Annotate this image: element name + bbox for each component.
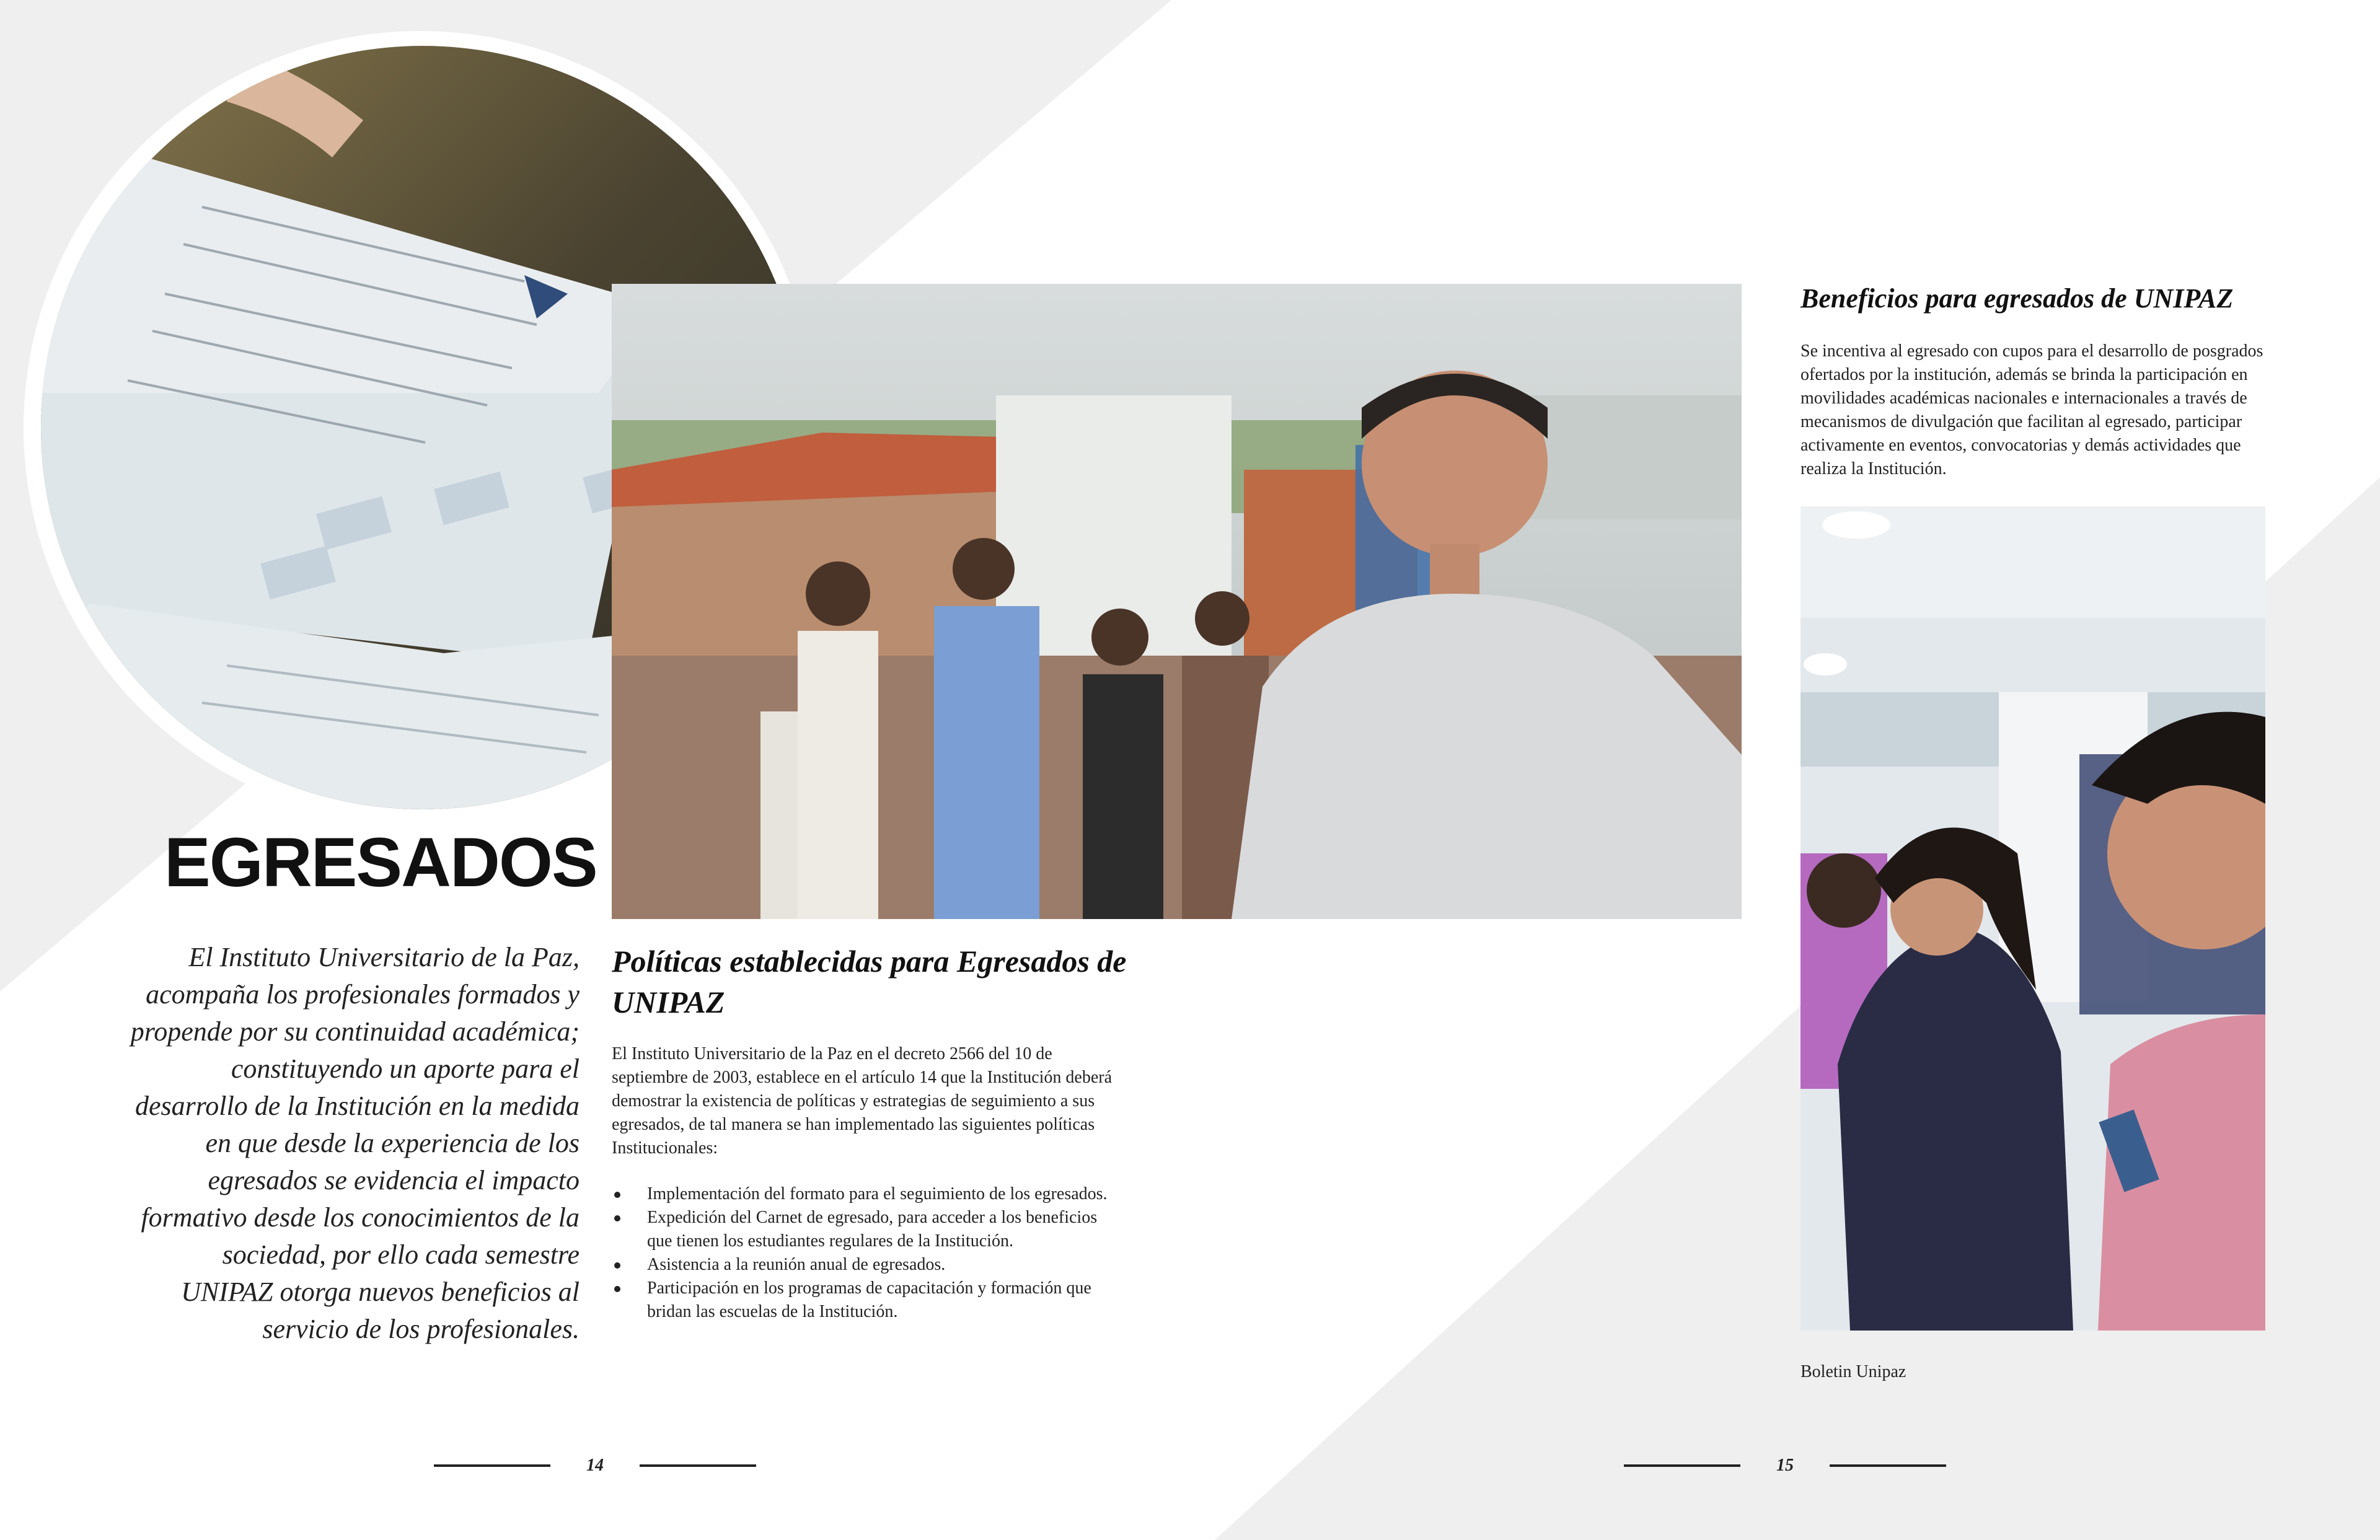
students-working-photo bbox=[1800, 506, 2265, 1331]
benefits-heading: Beneficios para egresados de UNIPAZ bbox=[1800, 283, 2234, 314]
footer-rule bbox=[640, 1464, 756, 1467]
intro-paragraph: El Instituto Universitario de la Paz, acompaña los profesionales formados y propende por su continuidad académica; constituyendo un aporte para el desarrollo de la Institución en la medida en que desde la experiencia de los egresados se evidencia el impacto formativo desde los conocimientos de la sociedad, por ello cada semestre UNIPAZ otorga nuevos beneficios al servicio de los profesionales. bbox=[130, 942, 580, 1344]
page-number: 15 bbox=[1776, 1456, 1794, 1475]
list-item: Asistencia a la reunión anual de egresados. bbox=[612, 1253, 1114, 1277]
page-title: EGRESADOS bbox=[164, 824, 597, 901]
benefits-paragraph: Se incentiva al egresado con cupos para el desarrollo de posgrados ofertados por la institución, además se brinda la participación en movilidades académicas nacionales e internacionales a través de mecanismos de divulgación que facilitan al egresado, participar activamente en eventos, convocatorias y demás actividades que realiza la Institución. bbox=[1800, 341, 2263, 478]
policies-list bbox=[612, 1182, 1114, 1324]
policies-heading: Políticas establecidas para Egresados de UNIPAZ bbox=[612, 944, 1127, 1019]
page-footer-left bbox=[434, 1453, 756, 1478]
list-item: Expedición del Carnet de egresado, para acceder a los beneficios que tienen los estudiantes regulares de la Institución. bbox=[612, 1206, 1114, 1253]
footer-rule bbox=[1830, 1464, 1946, 1467]
list-item: Participación en los programas de capacitación y formación que bridan las escuelas de la Institución. bbox=[612, 1277, 1114, 1324]
page-number: 14 bbox=[586, 1456, 604, 1475]
page-footer-right bbox=[1624, 1453, 1946, 1478]
photo-caption: Boletin Unipaz bbox=[1800, 1362, 1906, 1381]
list-item: Implementación del formato para el seguimiento de los egresados. bbox=[612, 1182, 1114, 1206]
graduates-group-photo bbox=[612, 284, 1742, 919]
policies-paragraph: El Instituto Universitario de la Paz en el decreto 2566 del 10 de septiembre de 2003, establece en el artículo 14 que la Institución deberá demostrar la existencia de políticas y estrategias de seguimiento a sus egresados, de tal manera se han implementado las siguientes políticas Institucionales: bbox=[612, 1044, 1113, 1158]
